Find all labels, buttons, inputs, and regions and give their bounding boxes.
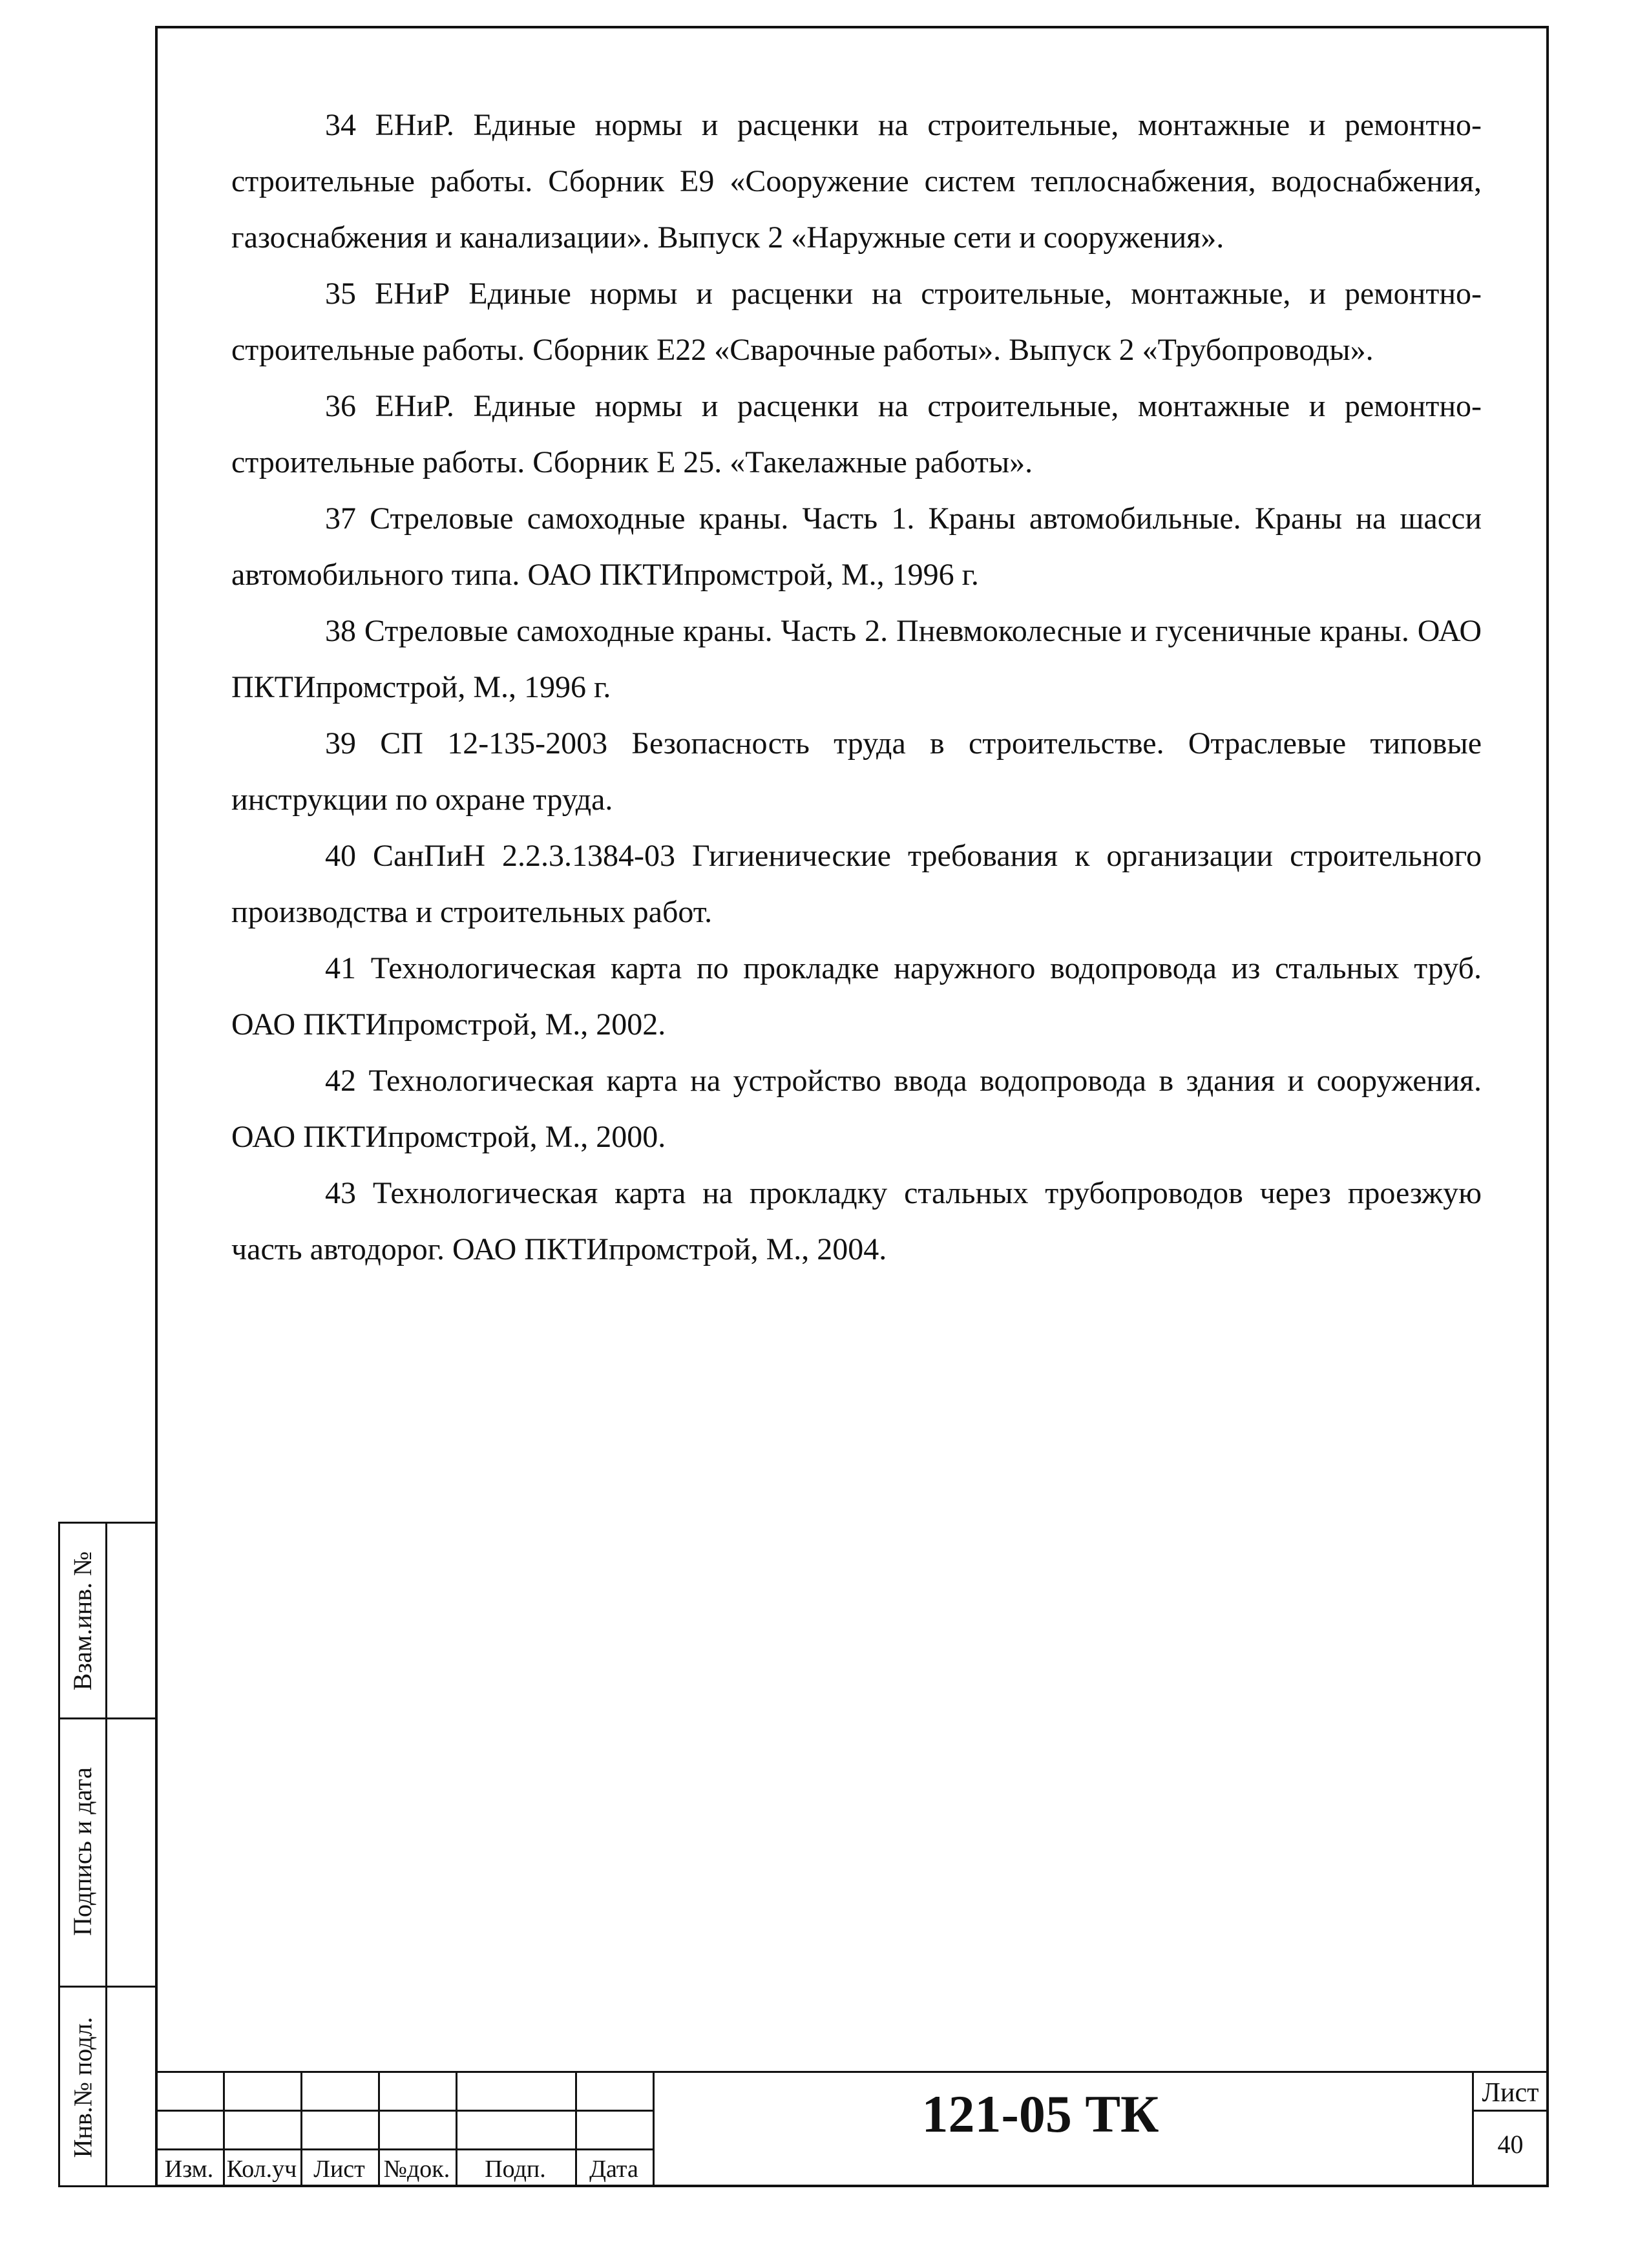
binding-strip	[58, 1522, 155, 2187]
replacement-inventory-label: Взам.инв. №	[68, 1551, 98, 1690]
reference-item: 39 СП 12-135-2003 Безопасность труда в строительстве. Отраслевые типовые инструкции по охране труда.	[231, 726, 1482, 817]
original-inventory-label: Инв.№ подл.	[68, 2017, 98, 2158]
reference-item: 40 СанПиН 2.2.3.1384-03 Гигиенические требования к организации строительного производства и строительных работ.	[231, 839, 1482, 929]
sheet-cell-line	[1472, 2110, 1549, 2112]
title-block	[155, 2071, 1549, 2187]
reference-item: 42 Технологическая карта на устройство ввода водопровода в здания и сооружения. ОАО ПКТИпромстрой, М., 2000.	[231, 1064, 1482, 1154]
reference-item: 34 ЕНиР. Единые нормы и расценки на строительные, монтажные и ремонтно-строительные работы. Сборник Е9 «Сооружение систем теплоснабжения, водоснабжения, газоснабжения и канализации». Выпуск 2 «Наружные сети и сооружения».	[231, 108, 1482, 255]
col-label-date: Дата	[589, 2156, 638, 2183]
reference-item: 38 Стреловые самоходные краны. Часть 2. Пневмоколесные и гусеничные краны. ОАО ПКТИпромстрой, М., 1996 г.	[231, 614, 1482, 704]
reference-item: 37 Стреловые самоходные краны. Часть 1. Краны автомобильные. Краны на шасси автомобильного типа. ОАО ПКТИпромстрой, М., 1996 г.	[231, 501, 1482, 592]
reference-item: 43 Технологическая карта на прокладку стальных трубопроводов через проезжую часть автодорог. ОАО ПКТИпромстрой, М., 2004.	[231, 1176, 1482, 1266]
signature-date-label: Подпись и дата	[68, 1767, 98, 1937]
col-label-doc-number: №док.	[383, 2156, 450, 2183]
col-label-quantity: Кол.уч	[226, 2156, 297, 2183]
sheet-number: 40	[1497, 2130, 1524, 2159]
col-label-revision: Изм.	[164, 2156, 214, 2183]
document-code: 121-05 ТК	[921, 2084, 1159, 2143]
col-label-sheet: Лист	[313, 2156, 365, 2183]
title-block-row-line	[155, 2110, 653, 2112]
sheet-label: Лист	[1482, 2078, 1539, 2108]
reference-item: 36 ЕНиР. Единые нормы и расценки на строительные, монтажные и ремонтно-строительные работы. Сборник Е 25. «Такелажные работы».	[231, 389, 1482, 479]
reference-item: 35 ЕНиР Единые нормы и расценки на строительные, монтажные, и ремонтно-строительные работы. Сборник Е22 «Сварочные работы». Выпуск 2 «Трубопроводы».	[231, 277, 1482, 367]
reference-item: 41 Технологическая карта по прокладке наружного водопровода из стальных труб. ОАО ПКТИпромстрой, М., 2002.	[231, 951, 1482, 1042]
reference-list	[231, 97, 1482, 1277]
title-block-top-line	[155, 2071, 1549, 2073]
strip-divider	[105, 1524, 107, 2185]
col-label-signature: Подп.	[485, 2156, 546, 2183]
title-block-row-line	[155, 2148, 653, 2150]
